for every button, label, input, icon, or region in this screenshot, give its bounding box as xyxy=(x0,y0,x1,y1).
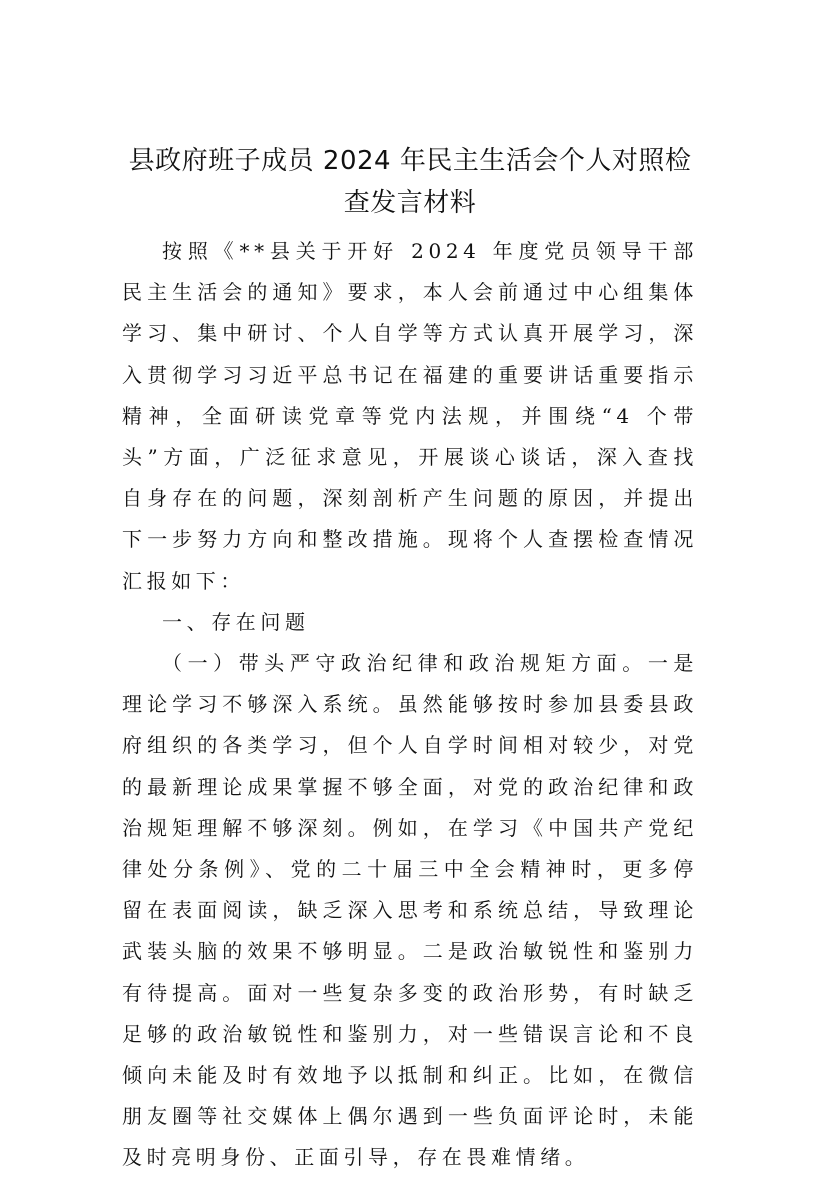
title-line-1: 县政府班子成员 2024 年民主生活会个人对照检 xyxy=(128,146,692,176)
document-body xyxy=(122,231,698,1179)
title-line-2: 查发言材料 xyxy=(343,188,477,218)
section-heading: 一、存在问题 xyxy=(162,609,310,634)
intro-paragraph: 按照《**县关于开好 2024 年度党员领导干部民主生活会的通知》要求，本人会前通过中心组集体学习、集中研讨、个人自学等方式认真开展学习，深入贯彻学习习近平总书记在福建的重要讲话重要指示精神，全面研读党章等党内法规，并围绕“4 个带头”方面，广泛征求意见，开展谈心谈话，深入查找自身存在的问题，深刻剖析产生问题的原因，并提出下一步努力方向和整改措施。现将个人查摆检查情况汇报如下： xyxy=(122,239,698,593)
document-title xyxy=(110,140,710,224)
section-paragraph: （一）带头严守政治纪律和政治规矩方面。一是理论学习不够深入系统。虽然能够按时参加县委县政府组织的各类学习，但个人自学时间相对较少，对党的最新理论成果掌握不够全面，对党的政治纪律和政治规矩理解不够深刻。例如，在学习《中国共产党纪律处分条例》、党的二十届三中全会精神时，更多停留在表面阅读，缺乏深入思考和系统总结，导致理论武装头脑的效果不够明显。二是政治敏锐性和鉴别力有待提高。面对一些复杂多变的政治形势，有时缺乏足够的政治敏锐性和鉴别力，对一些错误言论和不良倾向未能及时有效地予以抵制和纠正。比如，在微信朋友圈等社交媒体上偶尔遇到一些负面评论时，未能及时亮明身份、正面引导，存在畏难情绪。 xyxy=(122,651,698,1170)
